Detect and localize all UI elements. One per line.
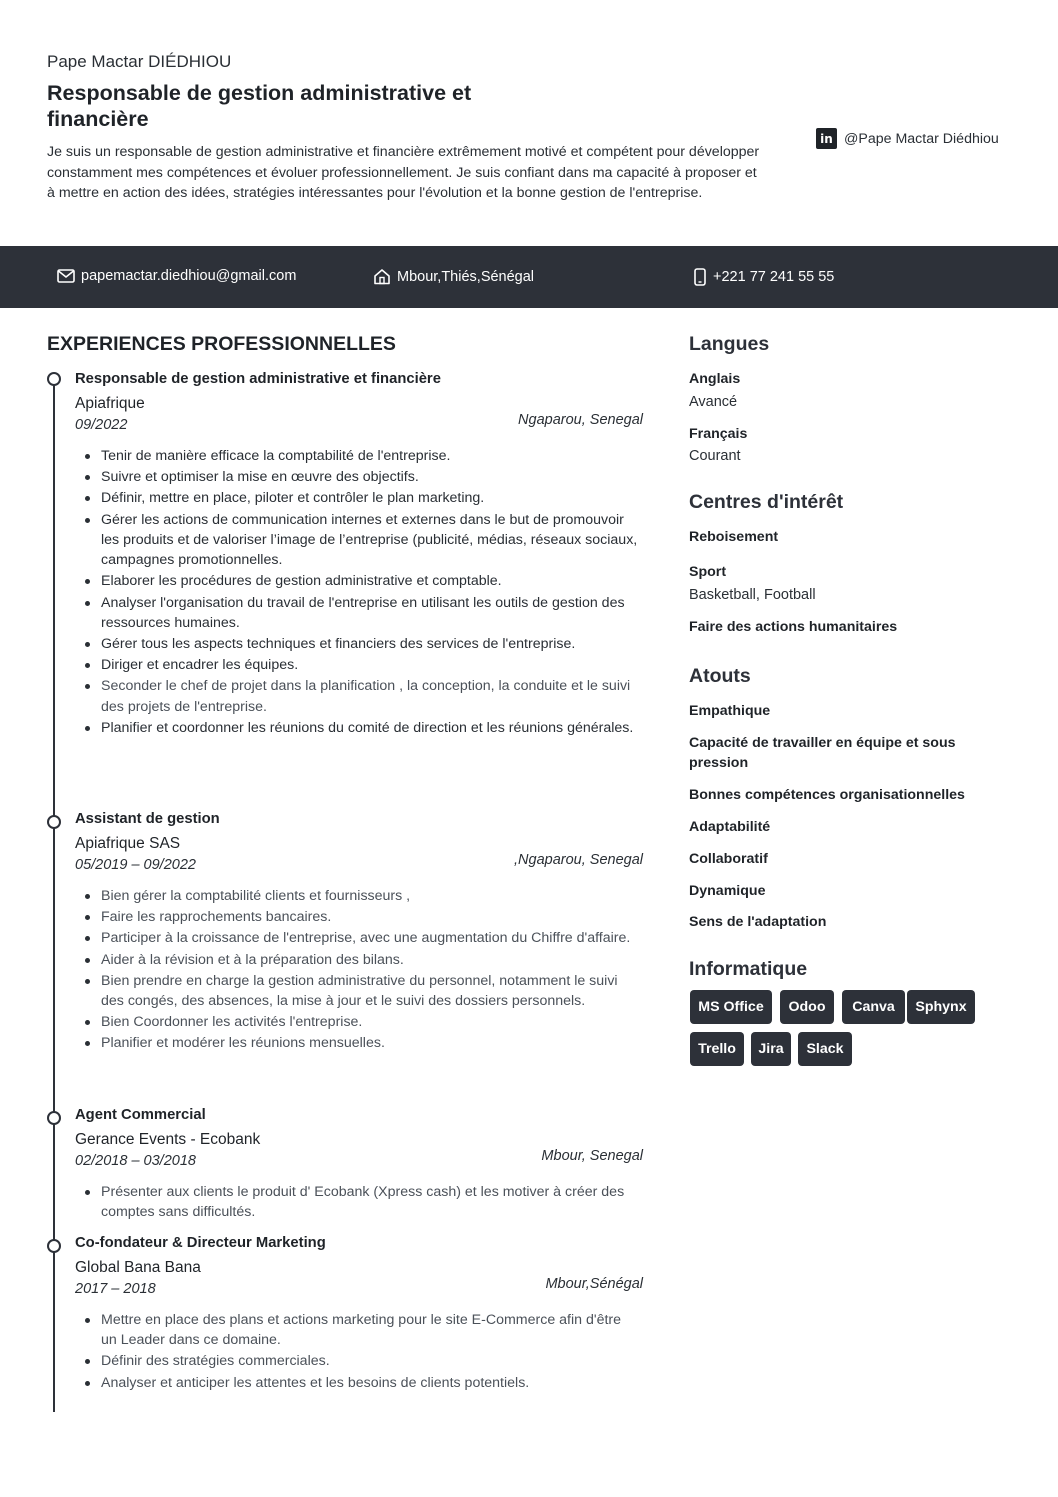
job-date: 02/2018 – 03/2018: [75, 1153, 196, 1169]
contact-email[interactable]: [57, 268, 296, 284]
language-name: Français: [689, 426, 748, 442]
job-tasks: [83, 886, 645, 1054]
contact-bar: [0, 246, 1058, 308]
linkedin-link[interactable]: [816, 128, 999, 149]
task-item: Définir, mettre en place, piloter et contrôler le plan marketing.: [83, 488, 638, 508]
task-item: Tenir de manière efficace la comptabilité de l'entreprise.: [83, 446, 638, 466]
job-headline: Responsable de gestion administrative et financière: [47, 81, 472, 131]
contact-address: [373, 268, 534, 285]
computing-section-title: Informatique: [689, 958, 808, 980]
interest-name: Sport: [689, 564, 727, 580]
envelope-icon: [57, 269, 75, 283]
job-date: 09/2022: [75, 417, 128, 433]
language-level: Avancé: [689, 394, 738, 410]
task-item: Analyser l'organisation du travail de l'entreprise en utilisant les outils de gestion des ressources humaines.: [83, 593, 638, 634]
strength-item: Sens de l'adaptation: [689, 914, 827, 930]
task-item: Présenter aux clients le produit d' Ecobank (Xpress cash) et les motiver à créer des comptes sans difficultés.: [83, 1182, 638, 1223]
language-level: Courant: [689, 448, 741, 464]
job-title: Agent Commercial: [75, 1107, 206, 1123]
task-item: Planifier et coordonner les réunions du comité de direction et les réunions générales.: [83, 718, 638, 738]
task-item: Définir des stratégies commerciales.: [83, 1351, 638, 1371]
job-tasks: [83, 446, 645, 738]
skill-tag: Odoo: [780, 990, 834, 1024]
job-meta: [75, 1148, 645, 1175]
skill-tag: MS Office: [690, 990, 772, 1024]
skill-tag: Slack: [798, 1032, 852, 1066]
linkedin-handle: @Pape Mactar Diédhiou: [844, 130, 999, 147]
job-title: Co-fondateur & Directeur Marketing: [75, 1235, 326, 1251]
strength-item: Bonnes compétences organisationnelles: [689, 787, 965, 803]
skill-tag: Trello: [690, 1032, 744, 1066]
task-item: Elaborer les procédures de gestion administrative et comptable.: [83, 571, 638, 591]
mobile-phone-icon: [693, 268, 707, 286]
job-tasks: [83, 1310, 645, 1393]
task-item: Aider à la révision et à la préparation des bilans.: [83, 950, 638, 970]
skill-tag: Jira: [751, 1032, 791, 1066]
interests-section-title: Centres d'intérêt: [689, 491, 844, 513]
job-tasks: [83, 1182, 645, 1223]
interest-name: Reboisement: [689, 529, 779, 545]
email-text: papemactar.diedhiou@gmail.com: [81, 268, 297, 284]
strength-item: Adaptabilité: [689, 819, 771, 835]
candidate-name: Pape Mactar DIÉDHIOU: [47, 52, 232, 71]
task-item: Gérer tous les aspects techniques et financiers des services de l'entreprise.: [83, 634, 638, 654]
job-company: Gerance Events - Ecobank: [75, 1131, 261, 1148]
timeline-dot: [47, 1111, 61, 1125]
job-location: ,Ngaparou, Senegal: [514, 852, 643, 868]
timeline-line: [53, 378, 55, 1412]
task-item: Seconder le chef de projet dans la planification , la conception, la conduite et le suivi des projets de l'entreprise.: [83, 676, 638, 717]
task-item: Gérer les actions de communication internes et externes dans le but de promouvoir les produits et de valoriser l’image de l’entreprise (publicité, médias, réseaux sociaux, campagnes promotionnelles.: [83, 510, 638, 571]
task-item: Mettre en place des plans et actions marketing pour le site E-Commerce afin d'être un Leader dans ce domaine.: [83, 1310, 638, 1351]
task-item: Bien gérer la comptabilité clients et fournisseurs ,: [83, 886, 638, 906]
job-location: Mbour,Sénégal: [545, 1276, 643, 1292]
strength-item: Capacité de travailler en équipe et sous pression: [689, 735, 956, 771]
job-title: Assistant de gestion: [75, 811, 220, 827]
job-location: Mbour, Senegal: [541, 1148, 643, 1164]
strength-item: Dynamique: [689, 883, 766, 899]
job-entry: [75, 1233, 645, 1394]
task-item: Diriger et encadrer les équipes.: [83, 655, 638, 675]
timeline-dot: [47, 815, 61, 829]
language-name: Anglais: [689, 371, 741, 387]
contact-phone[interactable]: [693, 268, 834, 286]
task-item: Suivre et optimiser la mise en œuvre des objectifs.: [83, 467, 638, 487]
address-text: Mbour,Thiés,Sénégal: [397, 268, 535, 285]
timeline-dot: [47, 1239, 61, 1253]
experience-section-title: EXPERIENCES PROFESSIONNELLES: [47, 333, 396, 355]
strength-item: Empathique: [689, 703, 771, 719]
job-meta: [75, 412, 645, 439]
task-item: Bien Coordonner les activités l'entreprise.: [83, 1012, 638, 1032]
task-item: Analyser et anticiper les attentes et les besoins de clients potentiels.: [83, 1373, 638, 1393]
languages-section-title: Langues: [689, 333, 770, 355]
job-entry: [75, 369, 645, 739]
job-entry: [75, 809, 645, 1055]
linkedin-icon: in: [816, 128, 837, 149]
job-company: Apiafrique SAS: [75, 835, 181, 852]
job-date: 2017 – 2018: [75, 1281, 156, 1297]
strengths-section-title: Atouts: [689, 665, 751, 687]
task-item: Planifier et modérer les réunions mensuelles.: [83, 1033, 638, 1053]
job-meta: [75, 1276, 645, 1303]
job-location: Ngaparou, Senegal: [518, 412, 643, 428]
task-item: Participer à la croissance de l'entreprise, avec une augmentation du Chiffre d'affaire.: [83, 928, 638, 948]
task-item: Bien prendre en charge la gestion administrative du personnel, notamment le suivi des congés, des absences, la mise à jour et le suivi des dossiers personnels.: [83, 971, 638, 1012]
interest-name: Faire des actions humanitaires: [689, 619, 898, 635]
house-icon: [373, 268, 391, 285]
skill-tag: Sphynx: [907, 990, 975, 1024]
phone-text: +221 77 241 55 55: [713, 269, 835, 285]
job-title: Responsable de gestion administrative et financière: [75, 371, 441, 387]
job-entry: [75, 1105, 645, 1223]
task-item: Faire les rapprochements bancaires.: [83, 907, 638, 927]
job-meta: [75, 852, 645, 879]
interest-detail: Basketball, Football: [689, 587, 816, 603]
profile-summary: Je suis un responsable de gestion administrative et financière extrêmement motivé et compétent pour développer constamment mes compétences et évoluer professionnellement. Je suis confiant dans ma capacité à proposer et à mettre en action des idées, stratégies intéressantes pour l'évolution et la bonne gestion de l'entreprise.: [47, 144, 760, 201]
strength-item: Collaboratif: [689, 851, 768, 867]
skill-tag: Canva: [842, 990, 905, 1024]
job-date: 05/2019 – 09/2022: [75, 857, 196, 873]
job-company: Global Bana Bana: [75, 1259, 201, 1276]
job-company: Apiafrique: [75, 395, 145, 412]
timeline-dot: [47, 372, 61, 386]
